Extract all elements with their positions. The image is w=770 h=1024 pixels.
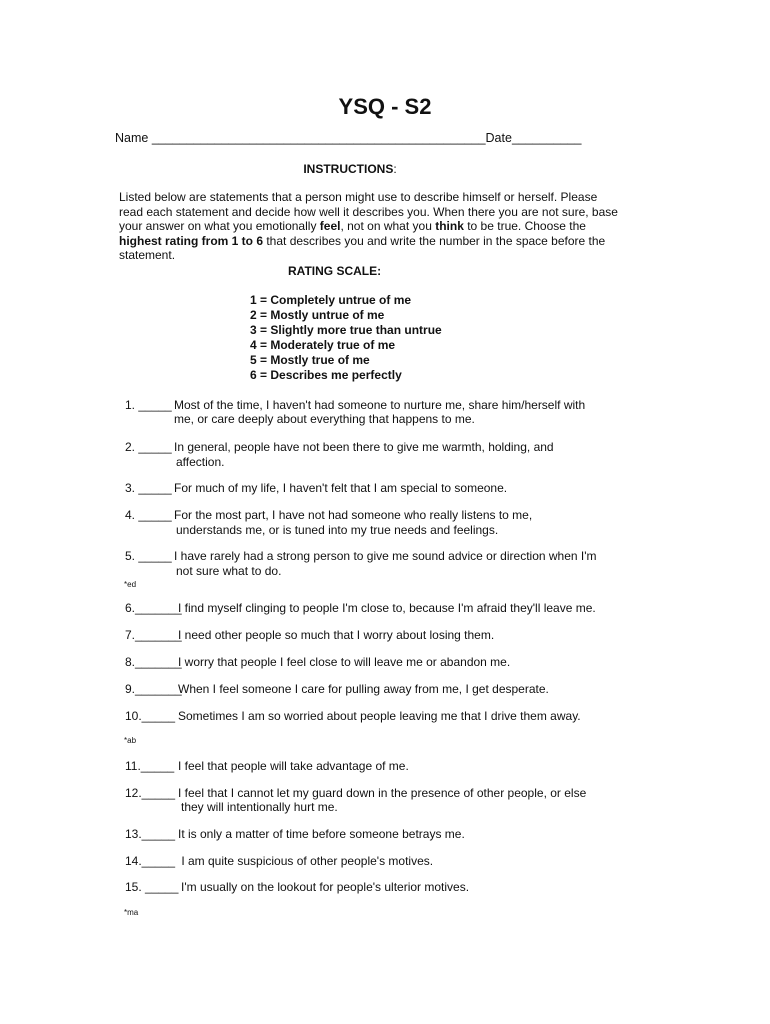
question-2-answer-blank[interactable]: 2. _____ <box>125 440 172 454</box>
rating-scale-heading: RATING SCALE: <box>288 264 382 278</box>
date-field[interactable]: __________ <box>511 131 582 145</box>
instructions-text: Listed below are statements that a person might use to describe himself or herself. Please read each statement and decide how well it describes you. When there you are not sure, base your answer on what you emotionally feel, not on what you think to be true. Choose the highest rating from 1 to 6 that describes you and write the number in the space before the statement. <box>119 190 618 263</box>
question-4-text: For the most part, I have not had someone who really listens to me, <box>174 508 533 522</box>
section-tag-ab: *ab <box>124 736 137 745</box>
question-1-answer-blank[interactable]: 1. _____ <box>125 398 172 412</box>
question-10-text: Sometimes I am so worried about people leaving me that I drive them away. <box>178 709 581 723</box>
question-12-text: I feel that I cannot let my guard down in the presence of other people, or else <box>178 786 587 800</box>
question-3-text: For much of my life, I haven't felt that I am special to someone. <box>174 481 508 495</box>
question-8-text: I worry that people I feel close to will leave me or abandon me. <box>178 655 511 669</box>
name-field[interactable]: ________________________________________________ <box>151 131 486 145</box>
section-tag-ma: *ma <box>124 908 139 917</box>
question-12-answer-blank[interactable]: 12._____ <box>125 786 176 800</box>
instructions-heading: INSTRUCTIONS: <box>303 162 397 176</box>
question-4-answer-blank[interactable]: 4. _____ <box>125 508 172 522</box>
question-6-answer-blank[interactable]: 6._______ <box>125 601 182 615</box>
date-label: Date <box>485 131 512 145</box>
question-11-answer-blank[interactable]: 11._____ <box>125 759 175 773</box>
rating-scale-item: 2 = Mostly untrue of me <box>250 308 385 322</box>
section-tag-ed: *ed <box>124 580 137 589</box>
question-12-text-cont: they will intentionally hurt me. <box>181 800 338 814</box>
question-9-text: When I feel someone I care for pulling away from me, I get desperate. <box>178 682 549 696</box>
question-2-text-cont: affection. <box>176 455 225 469</box>
question-13-text: It is only a matter of time before someone betrays me. <box>178 827 465 841</box>
question-13-answer-blank[interactable]: 13._____ <box>125 827 176 841</box>
question-15-answer-blank[interactable]: 15. _____ <box>125 880 179 894</box>
question-2-text: In general, people have not been there to give me warmth, holding, and <box>174 440 554 454</box>
question-4-text-cont: understands me, or is tuned into my true needs and feelings. <box>176 523 499 537</box>
question-6-text: I find myself clinging to people I'm close to, because I'm afraid they'll leave me. <box>178 601 596 615</box>
rating-scale-item: 5 = Mostly true of me <box>250 353 370 367</box>
question-10-answer-blank[interactable]: 10._____ <box>125 709 176 723</box>
rating-scale-item: 1 = Completely untrue of me <box>250 293 412 307</box>
rating-scale-item: 4 = Moderately true of me <box>250 338 396 352</box>
question-1-text: Most of the time, I haven't had someone to nurture me, share him/herself with <box>174 398 586 412</box>
name-label: Name <box>115 131 149 145</box>
question-7-text: I need other people so much that I worry about losing them. <box>178 628 495 642</box>
rating-scale-item: 6 = Describes me perfectly <box>250 368 402 382</box>
question-14-text: I am quite suspicious of other people's motives. <box>178 854 434 868</box>
rating-scale-item: 3 = Slightly more true than untrue <box>250 323 442 337</box>
question-3-answer-blank[interactable]: 3. _____ <box>125 481 172 495</box>
question-5-text: I have rarely had a strong person to give me sound advice or direction when I'm <box>174 549 597 563</box>
question-9-answer-blank[interactable]: 9._______ <box>125 682 182 696</box>
question-5-text-cont: not sure what to do. <box>176 564 282 578</box>
page-title: YSQ - S2 <box>338 94 432 119</box>
question-8-answer-blank[interactable]: 8._______ <box>125 655 182 669</box>
name-date-line <box>115 131 581 145</box>
question-11-text: I feel that people will take advantage of me. <box>178 759 409 773</box>
question-1-text-cont: me, or care deeply about everything that happens to me. <box>174 412 475 426</box>
question-15-text: I'm usually on the lookout for people's ulterior motives. <box>181 880 470 894</box>
question-14-answer-blank[interactable]: 14._____ <box>125 854 176 868</box>
question-5-answer-blank[interactable]: 5. _____ <box>125 549 172 563</box>
question-7-answer-blank[interactable]: 7._______ <box>125 628 182 642</box>
